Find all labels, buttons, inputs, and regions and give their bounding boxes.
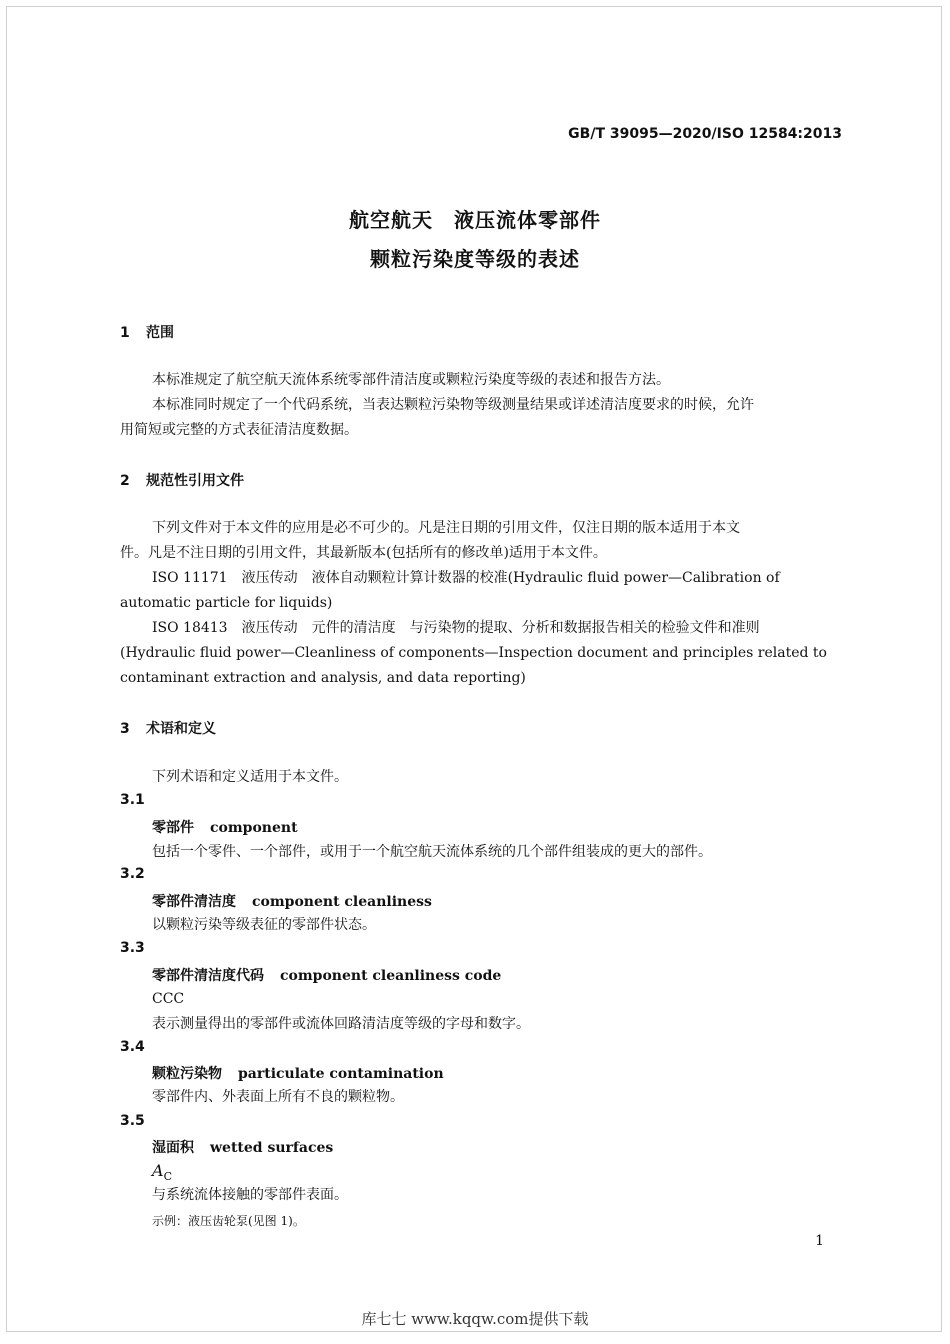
paragraph: 下列文件对于本文件的应用是必不可少的。凡是注日期的引用文件，仅注日期的版本适用于本文 (152, 520, 740, 536)
reference-entry: automatic particle for liquids) (120, 595, 333, 611)
section-title: 范围 (146, 325, 174, 341)
footer-watermark: 库七七 www.kqqw.com提供下载 (361, 1310, 589, 1328)
term-entry (152, 965, 501, 985)
term-zh: 颗粒污染物 (152, 1066, 222, 1082)
term-definition: 表示测量得出的零部件或流体回路清洁度等级的字母和数字。 (152, 1016, 530, 1032)
term-en: particulate contamination (238, 1066, 444, 1082)
section-number: 3 (120, 721, 130, 737)
document-title-line1: 航空航天 液压流体零部件 (349, 208, 601, 232)
document-title-line2: 颗粒污染度等级的表述 (370, 247, 580, 271)
term-en: wetted surfaces (210, 1140, 334, 1156)
paragraph: 用简短或完整的方式表征清洁度数据。 (120, 422, 358, 438)
paragraph: 件。凡是不注日期的引用文件，其最新版本(包括所有的修改单)适用于本文件。 (120, 545, 607, 561)
term-zh: 湿面积 (152, 1140, 194, 1156)
term-number: 3.1 (120, 792, 145, 808)
term-number: 3.5 (120, 1113, 145, 1129)
reference-entry: contaminant extraction and analysis, and data reporting) (120, 670, 526, 686)
term-zh: 零部件 (152, 820, 194, 836)
paragraph: 下列术语和定义适用于本文件。 (152, 769, 348, 785)
paragraph: 本标准同时规定了一个代码系统，当表达颗粒污染物等级测量结果或详述清洁度要求的时候，允许 (152, 397, 754, 413)
term-entry (152, 1137, 333, 1157)
term-number: 3.2 (120, 866, 145, 882)
term-entry (152, 1063, 444, 1083)
term-zh: 零部件清洁度 (152, 894, 236, 910)
term-number: 3.4 (120, 1039, 145, 1055)
section-number: 2 (120, 473, 130, 489)
page-number: 1 (815, 1233, 824, 1249)
term-definition: 与系统流体接触的零部件表面。 (152, 1187, 348, 1203)
section-3-heading (120, 718, 216, 738)
reference-entry: ISO 18413 液压传动 元件的清洁度 与污染物的提取、分析和数据报告相关的检验文件和准则 (152, 620, 760, 636)
reference-entry: ISO 11171 液压传动 液体自动颗粒计算计数器的校准(Hydraulic fluid power—Calibration of (152, 570, 780, 586)
term-entry (152, 817, 298, 837)
reference-entry: (Hydraulic fluid power—Cleanliness of components—Inspection document and principles related to (120, 645, 827, 661)
section-1-heading (120, 322, 174, 342)
section-title: 规范性引用文件 (146, 473, 244, 489)
term-en: component cleanliness code (280, 968, 502, 984)
section-number: 1 (120, 325, 130, 341)
term-abbreviation: CCC (152, 991, 185, 1007)
symbol-main: A (152, 1161, 164, 1180)
term-definition: 零部件内、外表面上所有不良的颗粒物。 (152, 1089, 404, 1105)
paragraph: 本标准规定了航空航天流体系统零部件清洁度或颗粒污染度等级的表述和报告方法。 (152, 372, 670, 388)
term-entry (152, 891, 432, 911)
section-title: 术语和定义 (146, 721, 216, 737)
symbol-subscript: C (163, 1170, 172, 1184)
term-number: 3.3 (120, 940, 145, 956)
term-en: component (210, 820, 298, 836)
term-definition: 包括一个零件、一个部件，或用于一个航空航天流体系统的几个部件组装成的更大的部件。 (152, 844, 712, 860)
term-zh: 零部件清洁度代码 (152, 968, 264, 984)
example-note: 示例：液压齿轮泵(见图 1)。 (152, 1214, 305, 1228)
section-2-heading (120, 470, 244, 490)
term-en: component cleanliness (252, 894, 432, 910)
standard-code: GB/T 39095—2020/ISO 12584:2013 (568, 126, 842, 142)
term-definition: 以颗粒污染等级表征的零部件状态。 (152, 917, 376, 933)
